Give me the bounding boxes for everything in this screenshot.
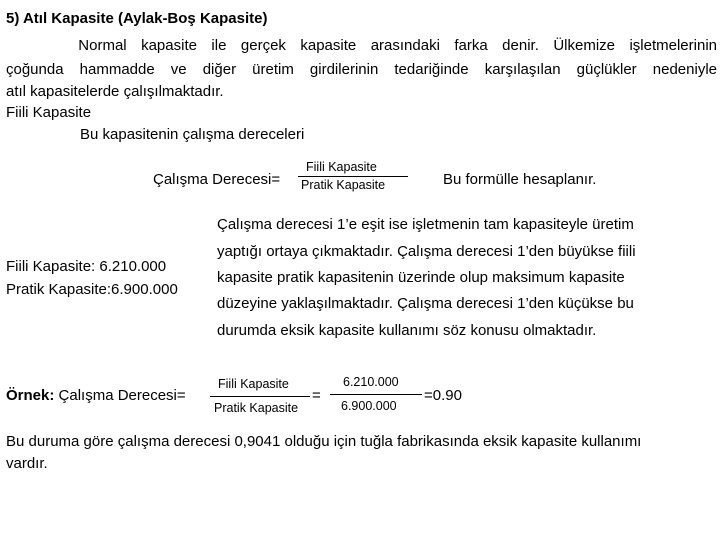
fiili-value: Fiili Kapasite: 6.210.000	[6, 258, 167, 275]
explanation-line-3: kapasite pratik kapasitenin üzerinde olup maksimum kapasite	[217, 269, 625, 286]
example-numerator-2: 6.210.000	[343, 375, 399, 389]
formula-fraction-bar	[298, 176, 408, 177]
explanation-line-2: yaptığı ortaya çıkmaktadır. Çalışma derecesi 1’den büyükse fiili	[217, 243, 636, 260]
example-fraction-bar-2	[330, 394, 422, 395]
intro-line-1: Normal kapasite ile gerçek kapasite arasındaki farka denir. Ülkemize işletmelerinin	[6, 37, 717, 54]
explanation-line-1: Çalışma derecesi 1’e eşit ise işletmenin tam kapasiteyle üretim	[217, 216, 634, 233]
explanation-line-4: düzeyine yaklaşılmaktadır. Çalışma derecesi 1’den küçükse bu	[217, 295, 634, 312]
explanation-line-5: durumda eksik kapasite kullanımı söz konusu olmaktadır.	[217, 322, 597, 339]
formula-note: Bu formülle hesaplanır.	[443, 171, 597, 188]
intro-line-3: atıl kapasitelerde çalışılmaktadır.	[6, 83, 224, 100]
example-denominator-1: Pratik Kapasite	[214, 401, 299, 415]
formula-lhs: Çalışma Derecesi=	[153, 171, 281, 188]
section-heading: 5) Atıl Kapasite (Aylak-Boş Kapasite)	[6, 10, 268, 27]
intro-line-2: çoğunda hammadde ve diğer üretim girdilerinin tedariğinde karşılaşılan güçlükler nedeniyle	[6, 61, 717, 78]
degrees-text: Bu kapasitenin çalışma dereceleri	[80, 126, 305, 143]
example-line	[6, 387, 186, 405]
example-result: =0.90	[424, 387, 462, 404]
example-lhs: Çalışma Derecesi=	[54, 387, 186, 404]
example-equals: =	[312, 387, 321, 404]
pratik-value: Pratik Kapasite:6.900.000	[6, 281, 178, 298]
conclusion-line-1: Bu duruma göre çalışma derecesi 0,9041 olduğu için tuğla fabrikasında eksik kapasite kullanımı	[6, 433, 642, 450]
example-numerator-1: Fiili Kapasite	[218, 377, 289, 391]
example-fraction-bar-1	[210, 396, 310, 397]
conclusion-line-2: vardır.	[6, 455, 48, 472]
example-label: Örnek:	[6, 387, 55, 404]
formula-numerator: Fiili Kapasite	[306, 160, 377, 174]
example-denominator-2: 6.900.000	[341, 399, 397, 413]
fiili-kapasite-label: Fiili Kapasite	[6, 104, 92, 121]
formula-denominator: Pratik Kapasite	[301, 178, 386, 192]
